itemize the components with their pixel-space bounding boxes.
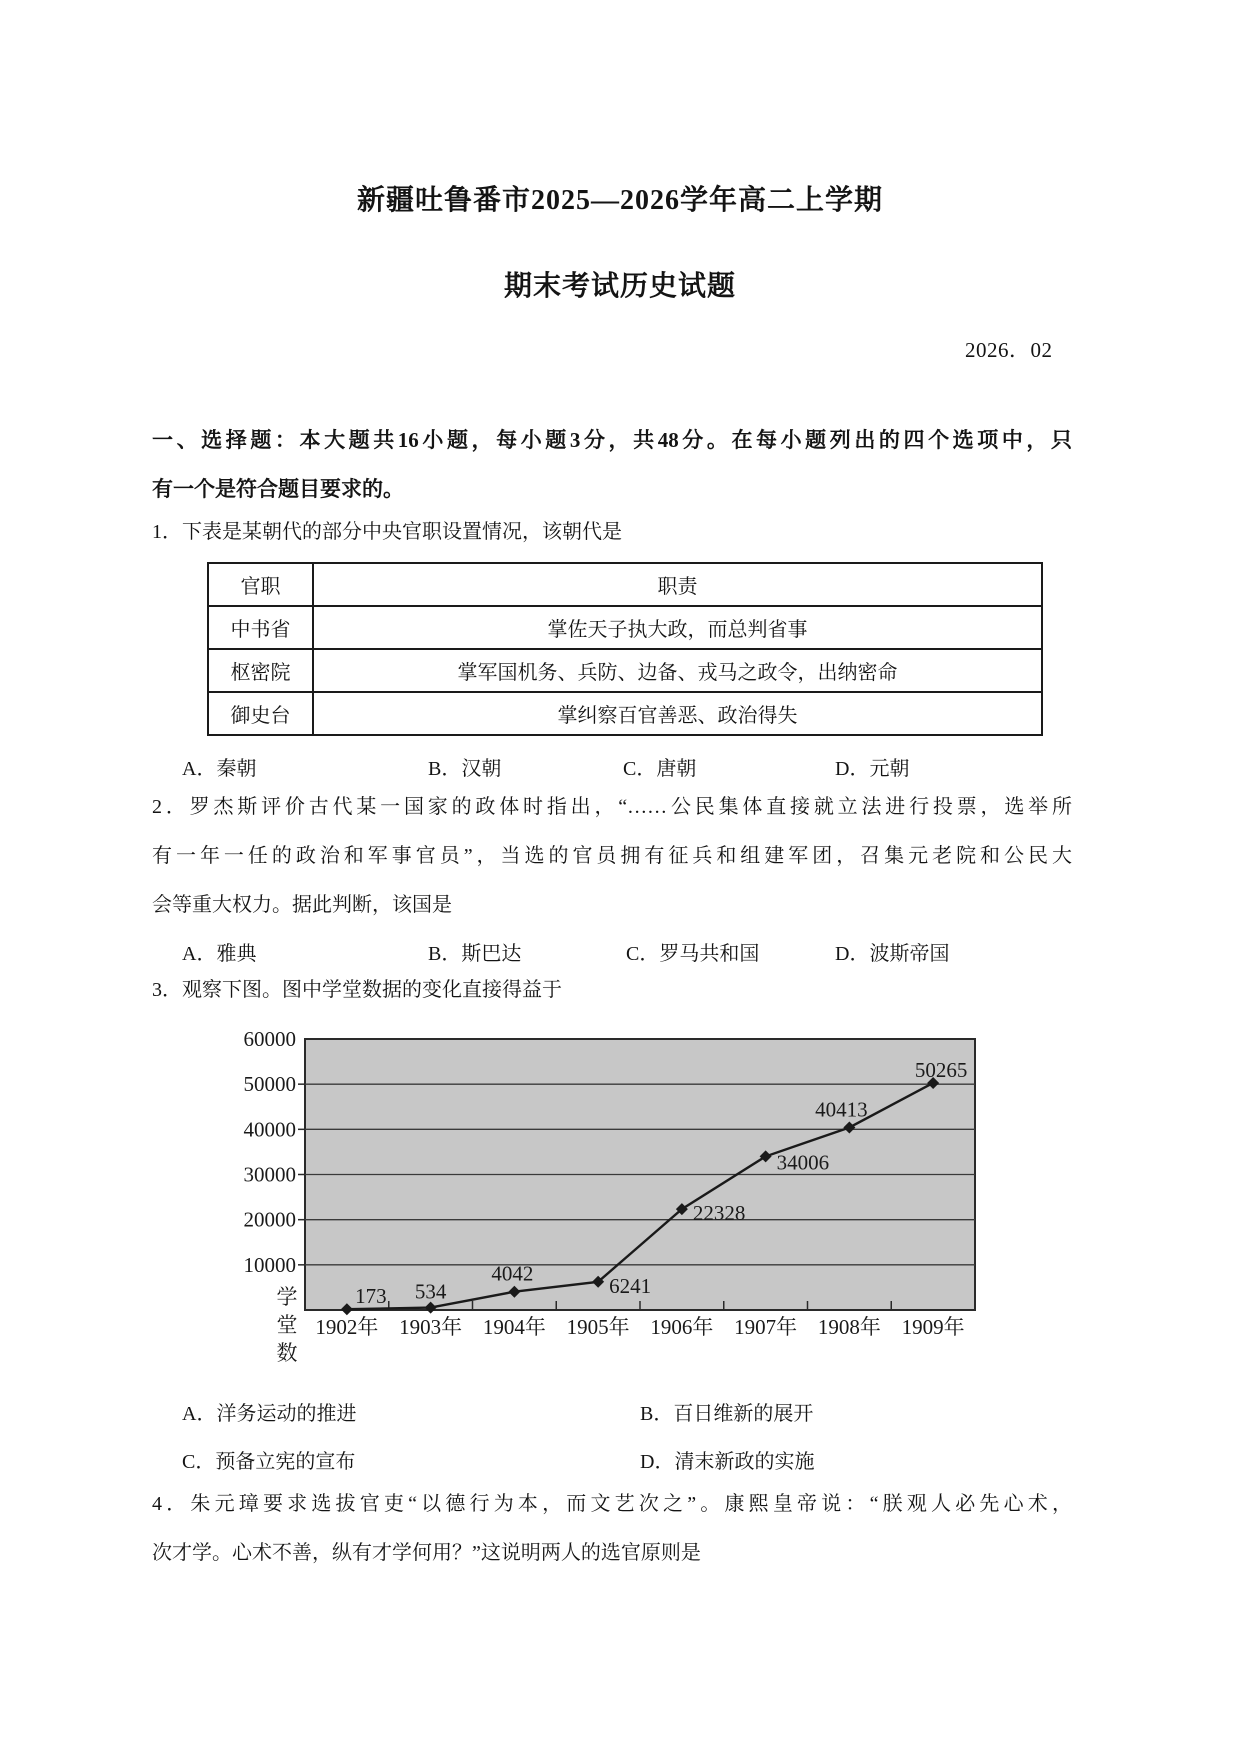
svg-text:534: 534 [414, 1279, 447, 1304]
table-cell: 掌佐天子执大政，而总判省事 [313, 606, 1042, 649]
option-d: D．元朝 [835, 758, 910, 780]
section-heading-line-1: 一、选择题：本大题共16小题，每小题3分，共48分。在每小题列出的四个选项中，只 [152, 428, 1072, 452]
option-a: A．秦朝 [182, 758, 257, 780]
exam-title-line1: 新疆吐鲁番市2025—2026学年高二上学期 [356, 185, 883, 216]
svg-text:1904年: 1904年 [482, 1315, 546, 1339]
svg-text:堂: 堂 [276, 1313, 298, 1337]
option-a: A．洋务运动的推进 [182, 1403, 357, 1425]
option-a: A．雅典 [182, 943, 257, 965]
svg-text:1908年: 1908年 [817, 1315, 881, 1339]
option-b: B．斯巴达 [428, 943, 522, 965]
option-c: C．唐朝 [623, 758, 697, 780]
question-2-stem [152, 783, 1072, 930]
section-heading-line-2: 有一个是符合题目要求的。 [152, 477, 404, 501]
option-d: D．清末新政的实施 [640, 1451, 815, 1473]
question-3-options-row-1 [0, 1397, 1240, 1427]
svg-text:1907年: 1907年 [734, 1315, 798, 1339]
question-3-options-row-2 [0, 1445, 1240, 1475]
question-1-table [207, 562, 1043, 736]
table-header-cell: 职责 [313, 563, 1042, 606]
table-cell: 掌军国机务、兵防、边备、戎马之政令，出纳密命 [313, 649, 1042, 692]
question-4-stem [152, 1480, 1072, 1578]
table-header-row [208, 563, 1042, 606]
question-2-line-3: 会等重大权力。据此判断，该国是 [152, 894, 452, 916]
svg-text:40000: 40000 [243, 1117, 296, 1142]
table-cell: 掌纠察百官善恶、政治得失 [313, 692, 1042, 735]
svg-text:40413: 40413 [815, 1097, 868, 1122]
question-3-stem: 3．观察下图。图中学堂数据的变化直接得益于 [152, 979, 562, 1001]
table-cell: 枢密院 [208, 649, 313, 692]
svg-text:10000: 10000 [243, 1252, 296, 1277]
question-2-options [0, 937, 1240, 967]
svg-text:34006: 34006 [776, 1150, 830, 1175]
question-4-line-1: 4．朱元璋要求选拔官吏“以德行为本，而文艺次之”。康熙皇帝说：“朕观人必先心术， [152, 1493, 1072, 1515]
svg-text:学: 学 [276, 1285, 298, 1309]
question-2-line-1: 2．罗杰斯评价古代某一国家的政体时指出，“……公民集体直接就立法进行投票，选举所 [152, 796, 1072, 818]
svg-text:173: 173 [355, 1284, 387, 1309]
svg-text:22328: 22328 [692, 1201, 746, 1226]
svg-text:20000: 20000 [243, 1207, 296, 1232]
option-c: C．预备立宪的宣布 [182, 1451, 356, 1473]
option-b: B．汉朝 [428, 758, 502, 780]
svg-text:1905年: 1905年 [566, 1315, 630, 1339]
option-c: C．罗马共和国 [626, 943, 760, 965]
svg-text:数: 数 [276, 1341, 298, 1365]
table-row [208, 649, 1042, 692]
question-4-line-2: 次才学。心术不善，纵有才学何用？”这说明两人的选官原则是 [152, 1542, 701, 1564]
exam-date: 2026．02 [965, 338, 1053, 362]
svg-text:1903年: 1903年 [399, 1315, 463, 1339]
question-1-options [0, 752, 1240, 782]
svg-text:4042: 4042 [491, 1261, 534, 1286]
option-d: D．波斯帝国 [835, 943, 950, 965]
exam-title-line2: 期末考试历史试题 [503, 271, 736, 302]
svg-text:30000: 30000 [243, 1162, 296, 1187]
option-b: B．百日维新的展开 [640, 1403, 814, 1425]
svg-text:50265: 50265 [914, 1057, 968, 1082]
svg-text:1902年: 1902年 [315, 1315, 379, 1339]
table-header-cell: 官职 [208, 563, 313, 606]
table-cell: 中书省 [208, 606, 313, 649]
section-heading [152, 416, 1072, 514]
table-cell: 御史台 [208, 692, 313, 735]
question-1-stem: 1．下表是某朝代的部分中央官职设置情况，该朝代是 [152, 521, 622, 543]
svg-text:50000: 50000 [243, 1072, 296, 1097]
svg-text:1906年: 1906年 [650, 1315, 714, 1339]
svg-text:1909年: 1909年 [901, 1315, 965, 1339]
school-enrollment-chart [230, 1022, 1040, 1372]
table-row [208, 606, 1042, 649]
svg-text:6241: 6241 [609, 1273, 652, 1298]
table-row [208, 692, 1042, 735]
question-2-line-2: 有一年一任的政治和军事官员”，当选的官员拥有征兵和组建军团，召集元老院和公民大 [152, 845, 1072, 867]
svg-text:60000: 60000 [243, 1027, 296, 1051]
